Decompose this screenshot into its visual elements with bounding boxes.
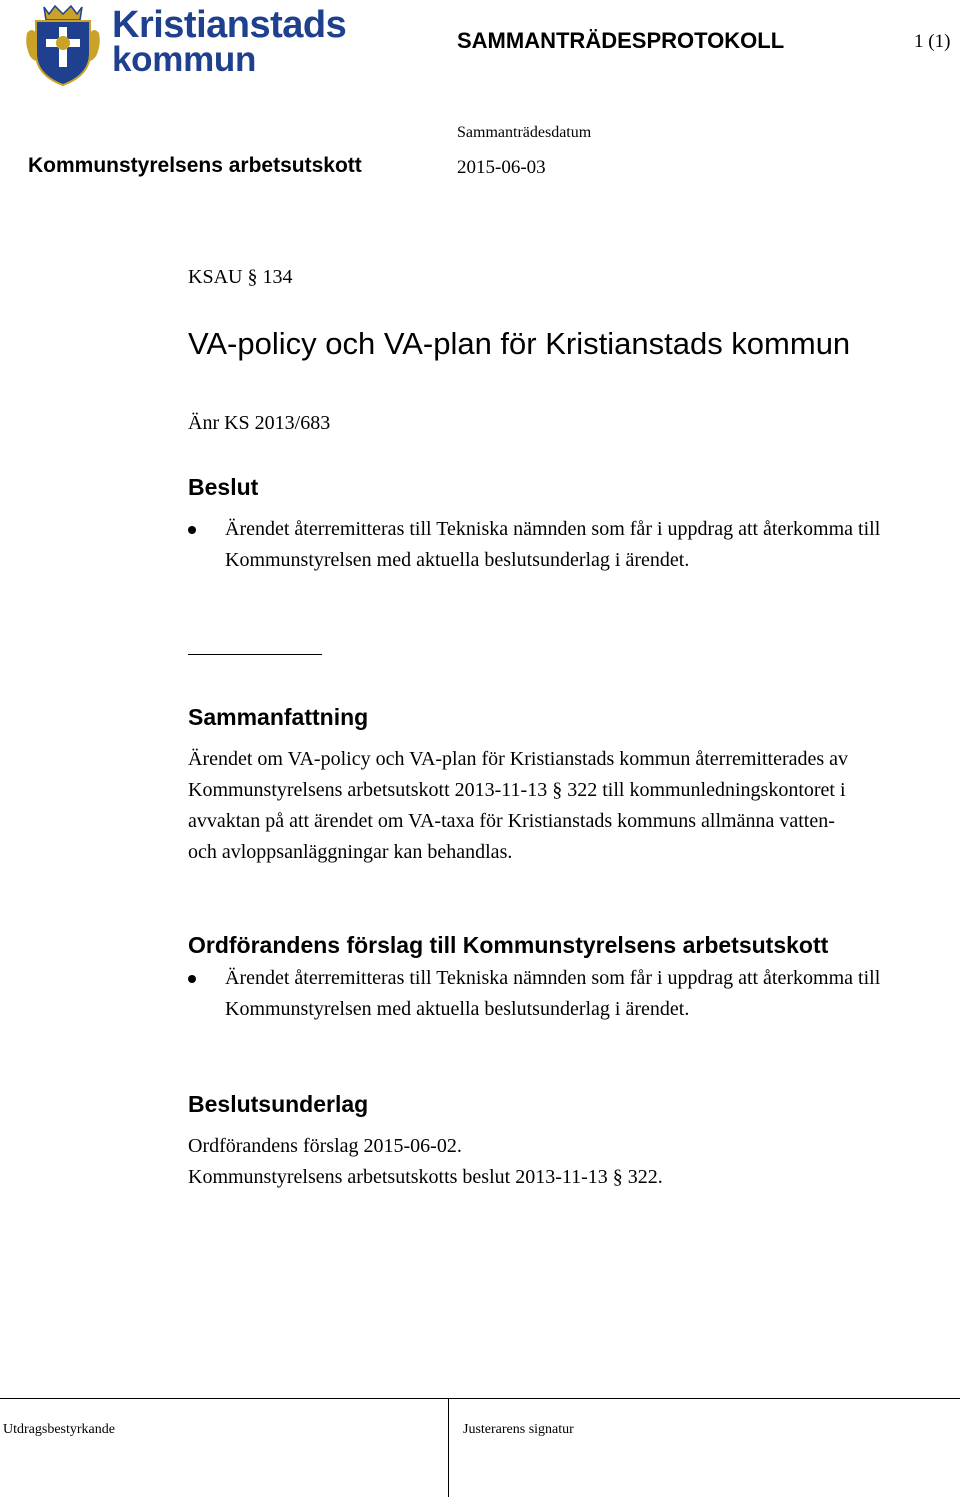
list-item-text: Ärendet återremitteras till Tekniska nämnden som får i uppdrag att återkomma till Kommunstyrelsen med aktuella beslutsunderlag i ärendet. [225, 967, 881, 1020]
footer-column-divider [448, 1398, 449, 1497]
item-title: VA-policy och VA-plan för Kristianstads kommun [188, 326, 851, 361]
bullet-icon [188, 526, 196, 534]
list-item-text: Ärendet återremitteras till Tekniska nämnden som får i uppdrag att återkomma till Kommunstyrelsen med aktuella beslutsunderlag i ärendet. [225, 518, 881, 571]
committee-name: Kommunstyrelsens arbetsutskott [28, 154, 362, 177]
logo-name-line-2: kommun [112, 40, 257, 79]
footer-divider-line [0, 1398, 960, 1399]
section-separator [188, 654, 322, 655]
paragraph-reference: KSAU § 134 [188, 266, 293, 288]
footer-certification-label: Utdragsbestyrkande [3, 1422, 115, 1437]
meeting-date-label: Sammanträdesdatum [457, 124, 592, 141]
beslutsunderlag-list [188, 1131, 663, 1193]
footer-signature-label: Justerarens signatur [463, 1422, 574, 1437]
page-number: 1 (1) [914, 31, 951, 52]
coat-of-arms-icon [22, 3, 104, 87]
case-number: Änr KS 2013/683 [188, 412, 331, 434]
beslut-list [188, 514, 888, 576]
ordforandens-forslag-list [188, 963, 888, 1025]
list-item [188, 963, 888, 1025]
sammanfattning-heading: Sammanfattning [188, 704, 369, 730]
bullet-icon [188, 975, 196, 983]
ordforandens-forslag-heading: Ordförandens förslag till Kommunstyrelsens arbetsutskott [188, 932, 829, 958]
beslut-heading: Beslut [188, 474, 259, 500]
meeting-date: 2015-06-03 [457, 157, 546, 178]
document-type: SAMMANTRÄDESPROTOKOLL [457, 28, 785, 53]
logo-name-line-1: Kristianstads [112, 4, 347, 46]
list-item: Ordförandens förslag 2015-06-02. [188, 1135, 462, 1157]
beslutsunderlag-heading: Beslutsunderlag [188, 1091, 369, 1117]
municipality-logo [22, 3, 347, 87]
summary-text: Ärendet om VA-policy och VA-plan för Kristianstads kommun återremitterades av Kommunstyrelsens arbetsutskott 2013-11-13 § 322 till kommunledningskontoret i avvaktan på att ärendet om VA-taxa för Kristianstads kommuns allmänna vatten- och avloppsanläggningar kan behandlas. [188, 748, 849, 863]
list-item: Kommunstyrelsens arbetsutskotts beslut 2013-11-13 § 322. [188, 1166, 663, 1188]
list-item [188, 514, 888, 576]
